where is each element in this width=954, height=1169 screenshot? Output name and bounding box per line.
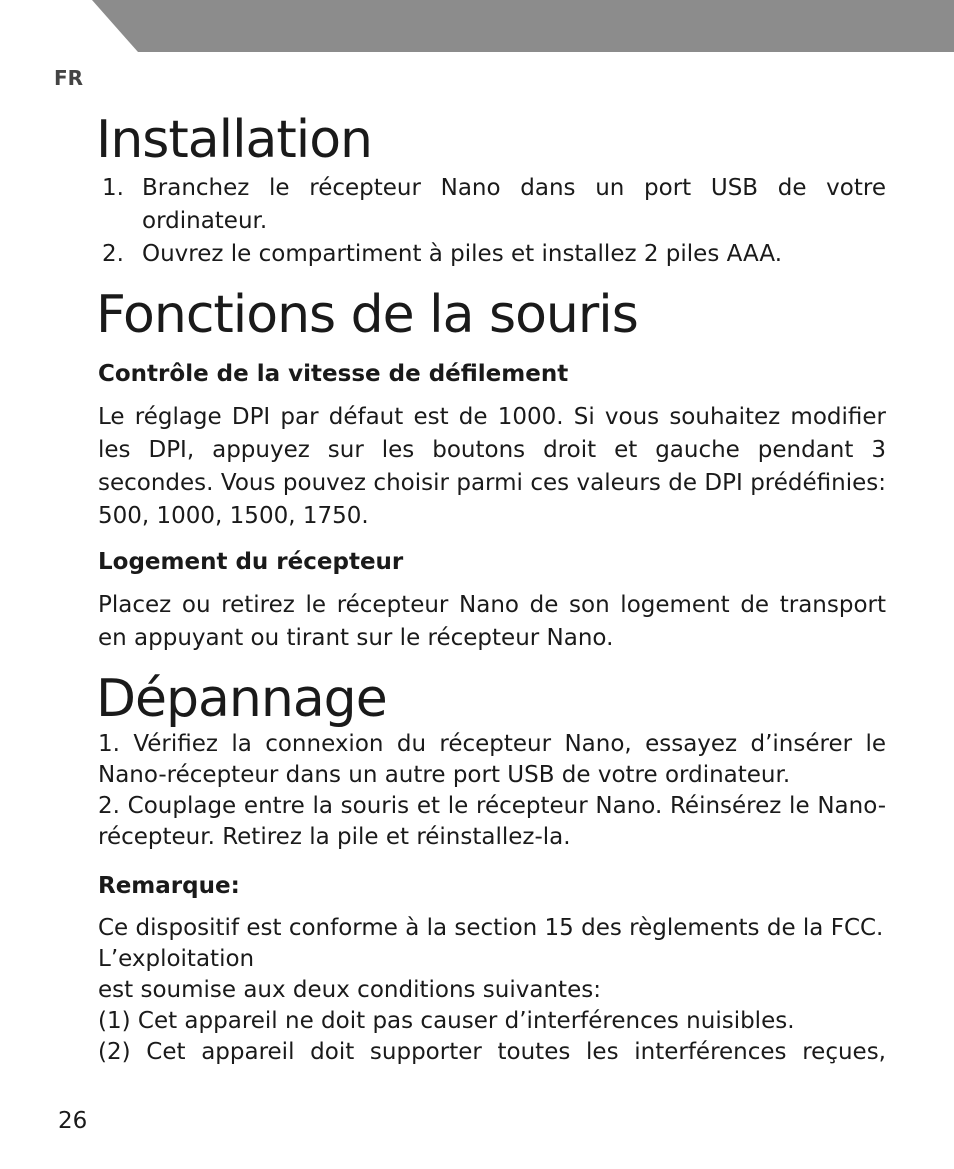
fonctions-title: Fonctions de la souris — [96, 285, 638, 345]
installation-step — [98, 172, 886, 238]
header-band — [0, 0, 954, 52]
receiver-slot-heading: Logement du récepteur — [98, 549, 404, 575]
receiver-slot-text: Placez ou retirez le récepteur Nano de son logement de transport en appuyant ou tirant sur le récepteur Nano. — [98, 592, 886, 651]
troubleshoot-item: 2. Couplage entre la souris et le récepteur Nano. Réinsérez le Nano-récepteur. Retirez la pile et réinstallez-la. — [98, 793, 886, 850]
step-text: Branchez le récepteur Nano dans un port USB de votre ordinateur. — [142, 175, 886, 234]
remarque-line: (2) Cet appareil doit supporter toutes les interférences reçues, — [98, 1039, 886, 1065]
depannage-title: Dépannage — [96, 669, 387, 729]
remarque-line: Ce dispositif est conforme à la section 15 des règlements de la FCC. L’exploitation — [98, 915, 884, 972]
remarque-line: est soumise aux deux conditions suivantes: — [98, 977, 601, 1003]
remarque-line: (1) Cet appareil ne doit pas causer d’interférences nuisibles. — [98, 1008, 795, 1034]
installation-steps — [98, 172, 886, 271]
step-number: 2. — [102, 241, 124, 267]
step-text: Ouvrez le compartiment à piles et installez 2 piles AAA. — [142, 241, 783, 267]
troubleshoot-item: 1. Vérifiez la connexion du récepteur Nano, essayez d’insérer le Nano-récepteur dans un autre port USB de votre ordinateur. — [98, 731, 886, 788]
installation-title: Installation — [96, 110, 373, 170]
page-content — [98, 110, 886, 1068]
remarque-heading: Remarque: — [98, 873, 240, 899]
step-number: 1. — [102, 175, 124, 201]
language-tag: FR — [54, 66, 84, 90]
header-band-shape — [92, 0, 954, 52]
page-number: 26 — [58, 1108, 88, 1134]
scroll-speed-heading: Contrôle de la vitesse de défilement — [98, 361, 569, 387]
installation-step — [98, 238, 886, 271]
scroll-speed-text: Le réglage DPI par défaut est de 1000. Si vous souhaitez modifier les DPI, appuyez sur les boutons droit et gauche pendant 3 secondes. Vous pouvez choisir parmi ces valeurs de DPI prédéfinies: 500, 1000, 1500, 1750. — [98, 404, 886, 529]
